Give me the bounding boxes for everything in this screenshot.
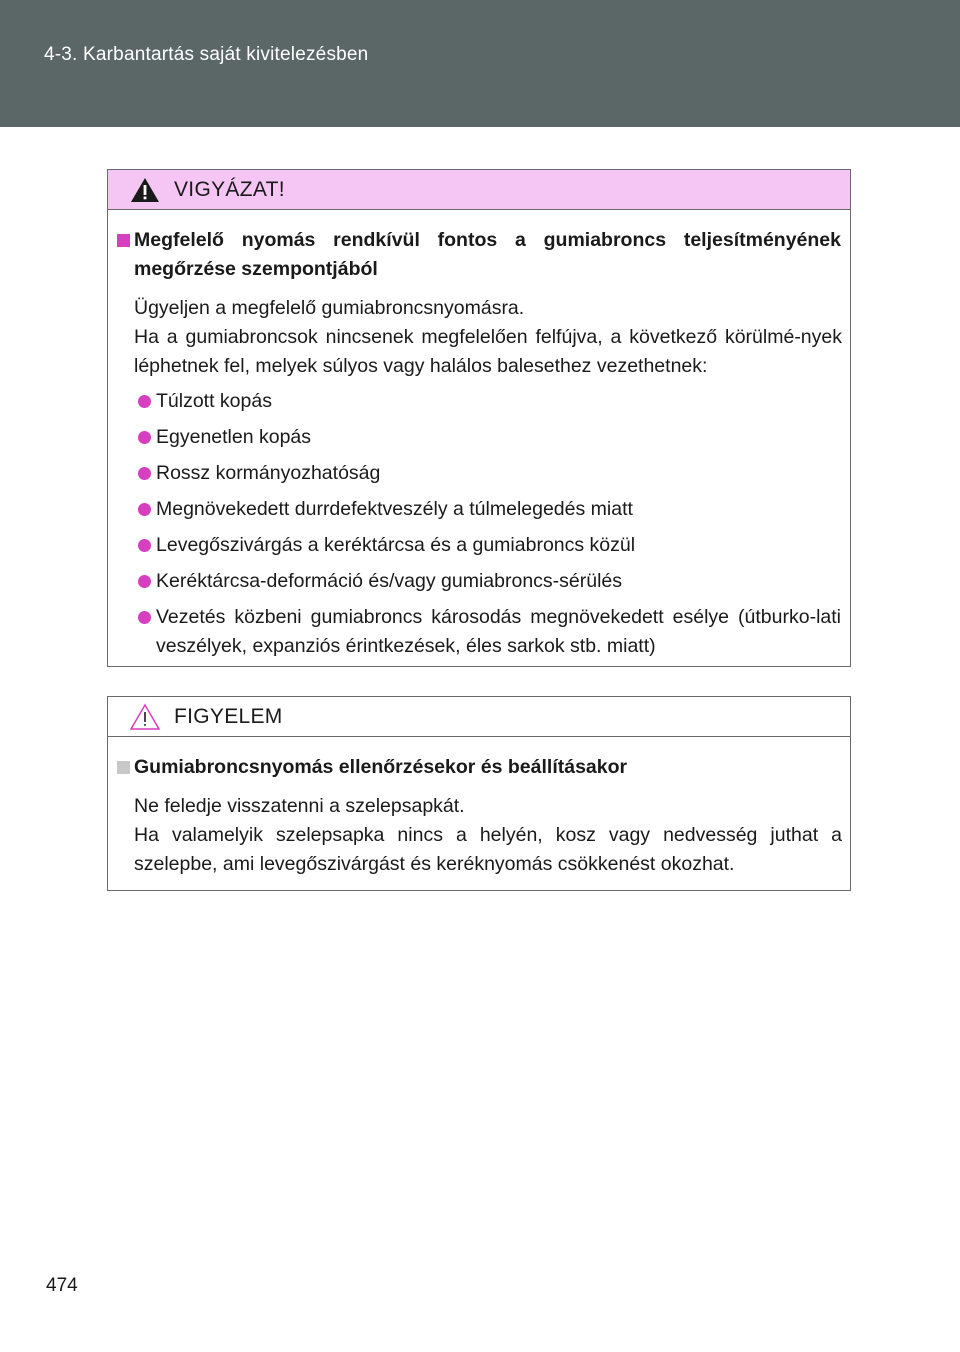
round-bullet-icon <box>138 611 151 624</box>
list-item-text: Levegőszivárgás a keréktárcsa és a gumiabroncs közül <box>156 534 636 556</box>
round-bullet-icon <box>138 539 151 552</box>
square-bullet-icon <box>117 234 130 247</box>
list-item-text: Egyenetlen kopás <box>156 426 312 448</box>
caution-box <box>107 169 851 667</box>
square-bullet-icon <box>117 761 130 774</box>
notice-section-title <box>117 753 841 782</box>
notice-text <box>117 792 842 879</box>
list-item <box>138 495 841 524</box>
page-number: 474 <box>46 1275 78 1296</box>
list-item-text: Rossz kormányozhatóság <box>156 462 381 484</box>
notice-title: FIGYELEM <box>174 704 283 728</box>
round-bullet-icon <box>138 395 151 408</box>
list-item <box>138 567 841 596</box>
round-bullet-icon <box>138 431 151 444</box>
caution-intro <box>117 294 842 381</box>
list-item <box>138 603 841 661</box>
list-item-text: Keréktárcsa-deformáció és/vagy gumiabroncs-sérülés <box>156 570 623 592</box>
caution-title: VIGYÁZAT! <box>174 177 285 201</box>
list-item <box>138 531 841 560</box>
list-item <box>138 387 841 416</box>
caution-intro-line: Ha a gumiabroncsok nincsenek megfelelően felfújva, a következő körülmé-nyek léphetnek fel, melyek súlyos vagy halálos balesethez vezethetnek: <box>134 326 842 377</box>
caution-header <box>108 170 850 210</box>
notice-box <box>107 696 851 891</box>
notice-text-line: Ha valamelyik szelepsapka nincs a helyén, kosz vagy nedvesség juthat a szelepbe, ami levegőszivárgást és keréknyomás csökkenést okozhat. <box>134 824 842 875</box>
caution-bullet-list <box>117 387 841 661</box>
list-item-text: Túlzott kopás <box>156 390 272 412</box>
notice-section-text: Gumiabroncsnyomás ellenőrzésekor és beállításakor <box>134 756 628 778</box>
caution-section-title <box>117 226 841 284</box>
list-item-text: Vezetés közbeni gumiabroncs károsodás megnövekedett esélye (útburko-lati veszélyek, expanziós érintkezések, éles sarkok stb. miatt) <box>156 606 841 657</box>
list-item <box>138 423 841 452</box>
list-item <box>138 459 841 488</box>
chapter-title: 4-3. Karbantartás saját kivitelezésben <box>44 44 369 65</box>
list-item-text: Megnövekedett durrdefektveszély a túlmelegedés miatt <box>156 498 633 520</box>
round-bullet-icon <box>138 575 151 588</box>
notice-text-line: Ne feledje visszatenni a szelepsapkát. <box>134 795 465 817</box>
warning-outline-icon <box>130 703 160 731</box>
caution-intro-line: Ügyeljen a megfelelő gumiabroncsnyomásra. <box>134 297 525 319</box>
caution-section-text: Megfelelő nyomás rendkívül fontos a gumiabroncs teljesítményének megőrzése szempontjából <box>134 229 841 280</box>
round-bullet-icon <box>138 503 151 516</box>
round-bullet-icon <box>138 467 151 480</box>
caution-body <box>108 210 850 661</box>
notice-body <box>108 737 850 879</box>
notice-header <box>108 697 850 737</box>
warning-filled-icon <box>130 176 160 204</box>
page-header <box>0 0 960 127</box>
